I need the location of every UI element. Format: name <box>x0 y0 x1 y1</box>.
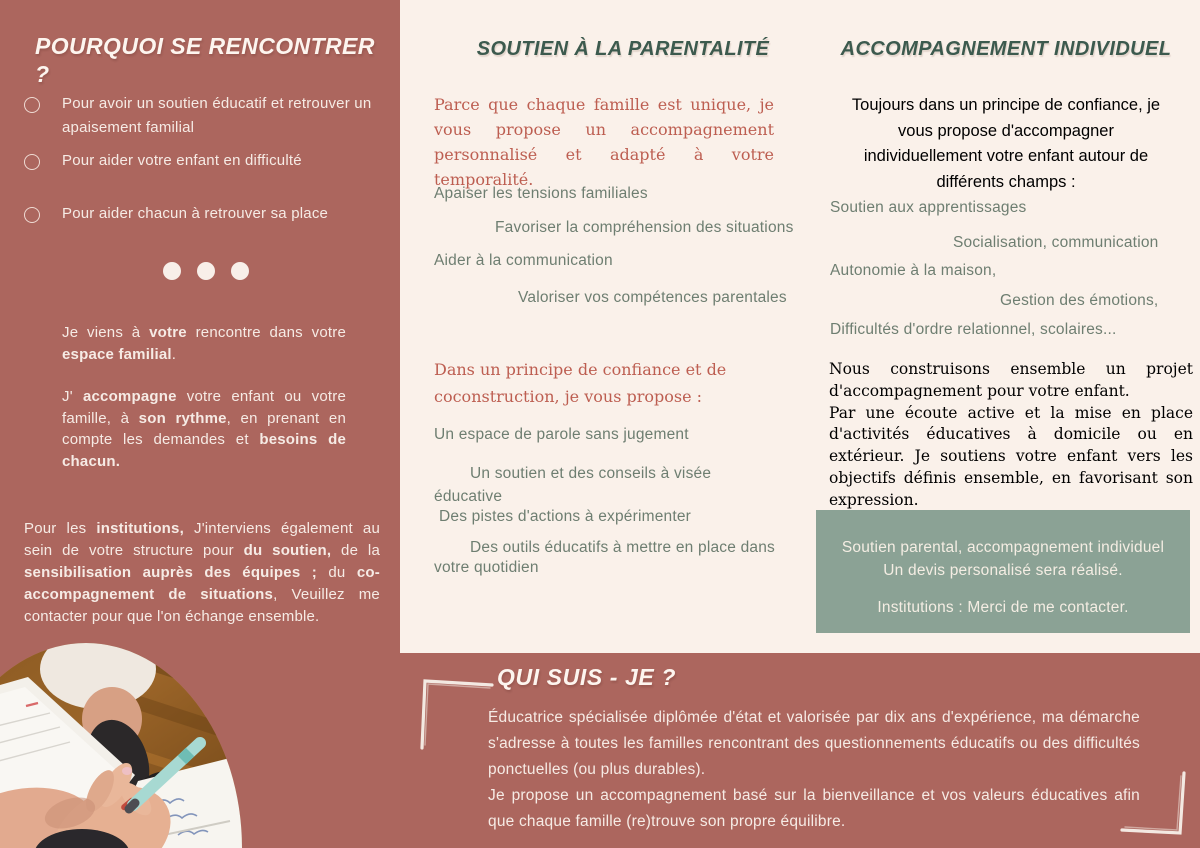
three-dots-icon <box>163 262 249 280</box>
list-item <box>22 202 372 226</box>
pricing-info-box <box>816 510 1190 633</box>
circle-outline-icon <box>24 154 40 170</box>
intro-paragraph: J' accompagne votre enfant ou votre famille, à son rythme, en prenant en compte les demandes et besoins de chacun. <box>62 388 346 470</box>
circle-outline-icon <box>24 207 40 223</box>
intro-line: différents champs : <box>936 172 1076 191</box>
accompagnement-intro <box>820 93 1192 195</box>
intro-line: individuellement votre enfant autour de <box>863 147 1149 165</box>
list-item: Valoriser vos compétences parentales <box>518 289 787 306</box>
info-line: Un devis personalisé sera réalisé. <box>883 562 1123 579</box>
bullet-text: Pour aider chacun à retrouver sa place <box>62 205 329 222</box>
intro-line: vous propose d'accompagner <box>898 121 1114 140</box>
about-paragraph: Éducatrice spécialisée diplômée d'état et valorisée par dix ans d'expérience, ma démarche s'adresse à toutes les familles rencontrant des questionnements éducatifs ou des difficultés ponctuelles (ou plus durables). <box>488 709 1140 778</box>
paragraph: Nous construisons ensemble un projet d'accompagnement pour votre enfant. <box>829 360 1193 400</box>
intro-paragraph: Je viens à votre rencontre dans votre espace familial. <box>62 324 347 363</box>
page-title: POURQUOI SE RENCONTRER ? <box>35 33 375 87</box>
list-item: Des outils éducatifs à mettre en place dans votre quotidien <box>434 539 775 576</box>
list-item <box>22 92 372 140</box>
bullet-text: Pour avoir un soutien éducatif et retrouver un apaisement familial <box>62 95 372 136</box>
list-item: Aider à la communication <box>434 252 613 269</box>
list-item: Un soutien et des conseils à visée éducative <box>434 465 712 505</box>
list-item: Des pistes d'actions à expérimenter <box>439 508 692 525</box>
institutions-paragraph: Pour les institutions, J'interviens également au sein de votre structure pour du soutien, de la sensibilisation auprès des équipes ; du co-accompagnement de situations, Veuillez me contacter pour que l'on échange ensemble. <box>24 520 380 625</box>
circle-outline-icon <box>24 97 40 113</box>
list-item: Un espace de parole sans jugement <box>434 426 689 443</box>
projet-paragraph <box>829 359 1193 512</box>
list-item: Apaiser les tensions familiales <box>434 185 648 202</box>
list-item: Autonomie à la maison, <box>830 262 997 279</box>
list-item: Soutien aux apprentissages <box>830 199 1027 216</box>
paragraph: Par une écoute active et la mise en place d'activités éducatives à domicile ou en extérieur. Je soutiens votre enfant vers les objectifs définis ensemble, en favorisant son expression. <box>829 403 1193 509</box>
parentalite-intro: Parce que chaque famille est unique, je vous propose un accompagnement personnalisé et adapté à votre temporalité. <box>434 95 774 189</box>
section-title-accompagnement: ACCOMPAGNEMENT INDIVIDUEL <box>840 38 1172 60</box>
list-item: Favoriser la compréhension des situations <box>495 219 794 236</box>
section-title-parentalite: SOUTIEN À LA PARENTALITÉ <box>476 38 770 60</box>
list-item: Socialisation, communication <box>953 234 1159 251</box>
info-line: Soutien parental, accompagnement individuel <box>841 539 1165 556</box>
bullet-text: Pour aider votre enfant en difficulté <box>62 152 302 169</box>
intro-line: Toujours dans un principe de confiance, je <box>851 96 1161 114</box>
info-line: Institutions : Merci de me contacter. <box>877 599 1129 616</box>
confiance-intro: Dans un principe de confiance et de coconstruction, je vous propose : <box>434 360 727 406</box>
about-title: QUI SUIS - JE ? <box>497 664 676 690</box>
corner-bracket-icon <box>413 672 495 750</box>
about-paragraph: Je propose un accompagnement basé sur la bienveillance et vos valeurs éducatives afin que chaque famille (re)trouve son propre équilibre. <box>488 787 1140 830</box>
list-item: Gestion des émotions, <box>1000 292 1159 309</box>
list-item <box>22 149 372 173</box>
list-item: Difficultés d'ordre relationnel, scolaires... <box>830 321 1117 338</box>
